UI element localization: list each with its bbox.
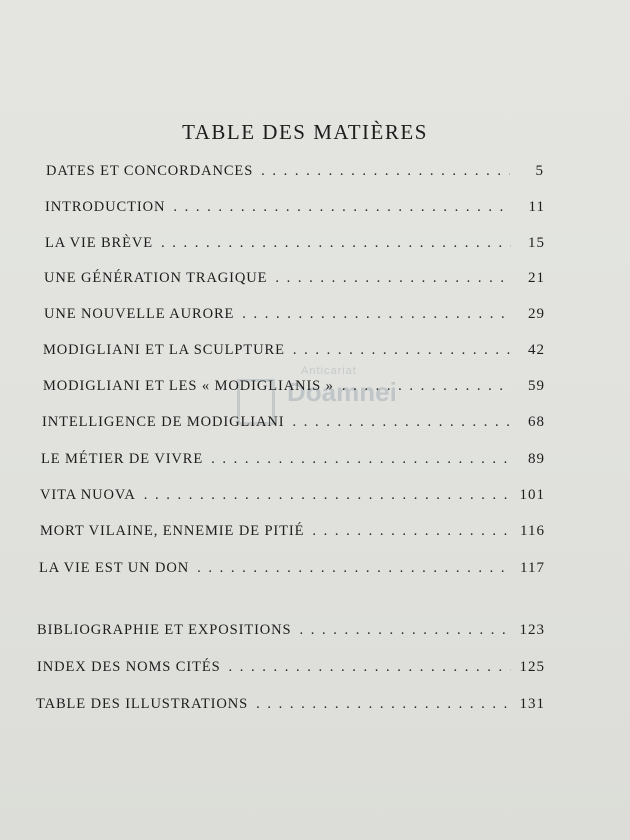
toc-entry-page: 131 (519, 696, 545, 712)
dot-leader (203, 451, 511, 468)
toc-entry-title: VITA NUOVA (40, 487, 136, 503)
dot-leader (221, 659, 511, 676)
toc-entry-page: 101 (519, 487, 545, 503)
dot-leader (136, 487, 511, 504)
toc-entry (36, 696, 545, 720)
toc-entry-title: TABLE DES ILLUSTRATIONS (36, 696, 249, 712)
toc-entry-title: INTRODUCTION (45, 199, 166, 215)
toc-entry-page: 68 (528, 414, 545, 430)
toc-entry-title: MODIGLIANI ET LES « MODIGLIANIS » (43, 378, 334, 394)
dot-leader (189, 560, 511, 577)
dot-leader (153, 235, 511, 252)
toc-entry-page: 11 (528, 199, 545, 215)
toc-entry (45, 235, 545, 259)
toc-entry-page: 5 (535, 163, 544, 179)
toc-entry (43, 342, 545, 366)
toc-entry-title: UNE GÉNÉRATION TRAGIQUE (44, 270, 268, 286)
toc-entry (40, 487, 545, 511)
toc-entry-page: 15 (528, 235, 545, 251)
dot-leader (292, 622, 511, 639)
toc-entry-page: 21 (528, 270, 545, 286)
toc-entry-page: 29 (528, 306, 545, 322)
toc-entry (44, 270, 545, 294)
dot-leader (234, 306, 511, 323)
toc-entry-page: 123 (519, 622, 545, 638)
toc-entry-title: LA VIE BRÈVE (45, 235, 154, 251)
toc-entry (40, 523, 545, 547)
toc-entry-page: 125 (519, 659, 545, 675)
dot-leader (285, 342, 511, 359)
toc-entry (39, 560, 545, 584)
dot-leader (334, 378, 511, 395)
toc-entry-page: 42 (528, 342, 545, 358)
toc-entry-title: DATES ET CONCORDANCES (46, 163, 254, 179)
dot-leader (165, 199, 511, 216)
toc-entry (44, 306, 545, 330)
dot-leader (267, 270, 511, 287)
toc-entry (42, 414, 545, 438)
toc-entry-title: INDEX DES NOMS CITÉS (37, 659, 221, 675)
toc-entry (41, 451, 545, 475)
toc-entry (37, 622, 545, 646)
toc-entry-title: MODIGLIANI ET LA SCULPTURE (43, 342, 285, 358)
toc-entry-title: INTELLIGENCE DE MODIGLIANI (42, 414, 285, 430)
toc-entry-page: 117 (520, 560, 545, 576)
page-title: TABLE DES MATIÈRES (182, 120, 428, 145)
toc-entry-title: MORT VILAINE, ENNEMIE DE PITIÉ (40, 523, 305, 539)
dot-leader (248, 696, 511, 713)
toc-entry (37, 659, 545, 683)
dot-leader (284, 414, 511, 431)
dot-leader (253, 163, 510, 180)
toc-entry-page: 59 (528, 378, 545, 394)
toc-entry (43, 378, 545, 402)
toc-entry-title: BIBLIOGRAPHIE ET EXPOSITIONS (37, 622, 292, 638)
watermark-big-text: Doamnei (287, 377, 397, 407)
toc-entry-page: 116 (520, 523, 545, 539)
toc-entry-title: LA VIE EST UN DON (39, 560, 190, 576)
watermark-small-text: Anticariat (301, 365, 357, 377)
toc-entry-title: UNE NOUVELLE AURORE (44, 306, 235, 322)
dot-leader (304, 523, 511, 540)
toc-entry (46, 163, 544, 187)
toc-entry (45, 199, 545, 223)
toc-entry-title: LE MÉTIER DE VIVRE (41, 451, 204, 467)
toc-entry-page: 89 (528, 451, 545, 467)
